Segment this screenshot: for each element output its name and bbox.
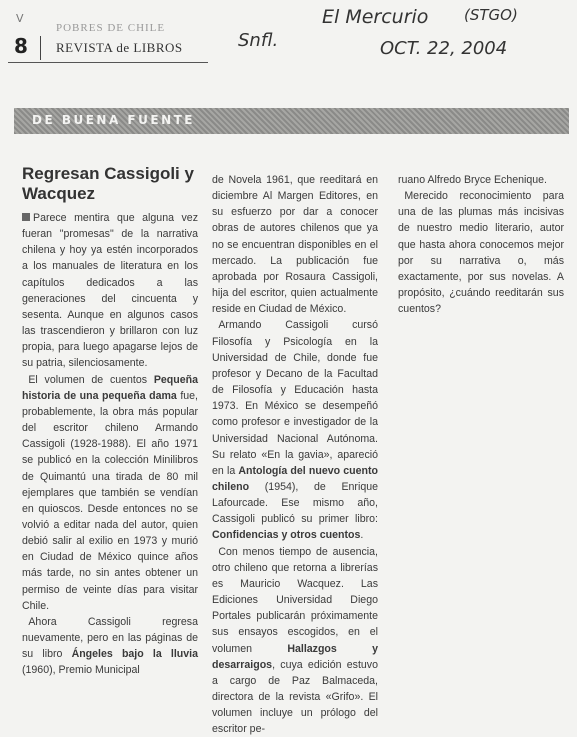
publication-top-line: POBRES DE CHILE <box>56 22 166 34</box>
book-title: Hallazgos y desarraigos <box>212 642 378 671</box>
paragraph-text: Armando Cassigoli cursó Filosofía y Psicología en la Universidad de Chile, donde fue profesor y Decano de la Facultad de Filosofía y Educación hasta 1973. En México se desempeñó como profesor e investigador de la Universidad Nacional Autónoma. Su relato «En la gavia», apareció en la <box>212 319 378 477</box>
article-column-1 <box>22 210 198 679</box>
handwritten-code: (STGO) <box>464 6 518 24</box>
handwritten-initials: Snfl. <box>238 30 279 51</box>
book-title: Ángeles bajo la lluvia <box>71 648 198 661</box>
paragraph-text: Ahora Cassigoli regresa nuevamente, pero en las páginas de su libro <box>22 615 198 661</box>
article-column-2 <box>212 172 378 737</box>
paragraph <box>212 172 378 317</box>
header-divider <box>40 36 41 60</box>
paragraph <box>22 372 198 614</box>
paragraph-text: de Novela 1961, que reeditará en diciembre Al Margen Editores, en su esfuerzo por dar a conocer obras de autores chilenos que ya no se encuentran disponibles en el mercado. La publicación fue aprobada por Rosaura Cassigoli, hija del escritor, quien actualmente reside en Ciudad de México. <box>212 174 378 316</box>
book-title: Confidencias y otros cuentos <box>212 529 361 542</box>
article-column-3 <box>398 172 564 317</box>
paragraph-text: . <box>360 529 364 542</box>
paragraph-text: Parece mentira que alguna vez fueran "promesas" de la narrativa chilena y hoy ya estén incorporados a los manuales de literatura en los capítulos dedicados a las generaciones del cincuenta y sesenta. Aunque en algunos casos las trascendieron y brillaron con luz propia, para luego apagarse lejos de su patria, silenciosamente. <box>22 212 198 370</box>
page-corner-mark: V <box>16 12 24 25</box>
banner-label: DE BUENA FUENTE <box>32 113 195 127</box>
article-title: Regresan Cassigoli y Wacquez <box>22 164 194 203</box>
paragraph <box>398 188 564 317</box>
column-banner <box>14 108 569 134</box>
paragraph-text: Merecido reconocimiento para una de las plumas más incisivas de nuestro medio literario, autor que hasta ahora conocemos mejor por su narrativa o, más exactamente, por sus novelas. A propósito, ¿cuándo reeditarán sus cuentos? <box>398 190 564 316</box>
paragraph-text: fue, probablemente, la obra más popular del escritor chileno Armando Cassigoli (1928-1988). El año 1971 se publicó en la colección Minilibros de Quimantú una tirada de 80 mil ejemplares que también se vendían en quioscos. Desde entonces no se volvió a editar nada del autor, quien debió salir al exilio en 1973 y murió en Ciudad de México quince años más tarde, no sin antes obtener un permiso de veinte días para visitar Chile. <box>22 389 198 612</box>
paragraph <box>212 317 378 543</box>
paragraph-text: , cuya edición estuvo a cargo de Paz Balmaceda, directora de la revista «Grifo». El volumen incluye un prólogo del escritor pe- <box>212 658 378 736</box>
paragraph-text: Con menos tiempo de ausencia, otro chileno que retorna a librerías es Mauricio Wacquez. Las Ediciones Universidad Diego Portales publicarán próximamente sus ensayos escogidos, en el volumen <box>212 545 378 655</box>
book-title: Pequeña historia de una pequeña dama <box>22 373 198 402</box>
paragraph <box>22 210 198 372</box>
paragraph <box>398 172 564 188</box>
section-name: REVISTA de LIBROS <box>56 40 183 55</box>
paragraph-text: (1954), de Enrique Lafourcade. Ese mismo año, Cassigoli publicó su primer libro: <box>212 480 378 526</box>
paragraph-marker-icon <box>22 213 30 221</box>
page-number: 8 <box>14 34 28 58</box>
paragraph-text: El volumen de cuentos <box>28 373 154 386</box>
paragraph <box>212 544 378 737</box>
handwritten-date: OCT. 22, 2004 <box>380 38 508 59</box>
book-title: Antología del nuevo cuento chileno <box>212 464 378 493</box>
header-rule <box>8 62 208 63</box>
paragraph <box>22 614 198 679</box>
paragraph-text: ruano Alfredo Bryce Echenique. <box>398 174 547 186</box>
paragraph-text: (1960), Premio Municipal <box>22 664 140 677</box>
handwritten-source: El Mercurio <box>322 6 429 28</box>
